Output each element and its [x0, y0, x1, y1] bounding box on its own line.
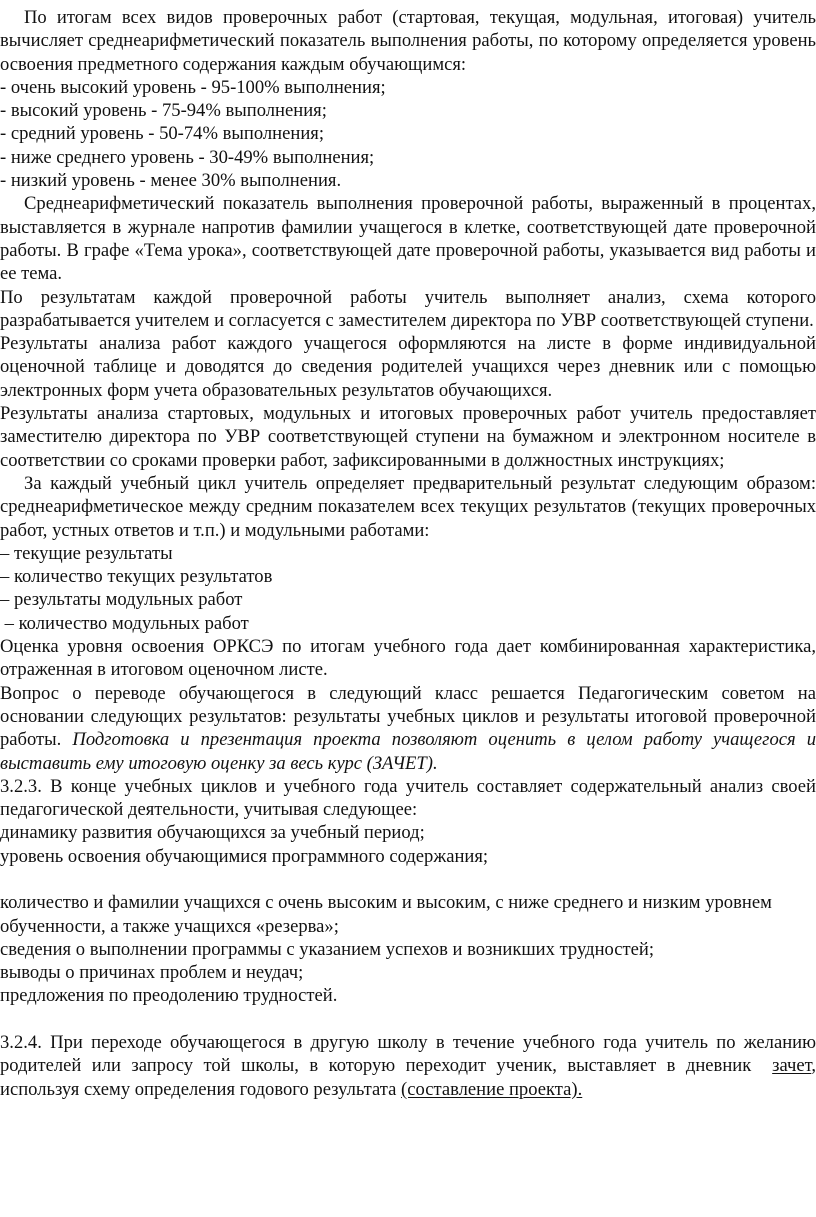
list-item: выводы о причинах проблем и неудач; [0, 962, 304, 984]
list-item: – результаты модульных работ [0, 589, 243, 611]
transfer-text: Вопрос о переводе обучающегося в следующий класс решается Педагогическим советом на основании следующих результатов: результаты учебных циклов и результаты итоговой проверочной работы. [0, 682, 816, 751]
list-item: динамику развития обучающихся за учебный период; [0, 822, 425, 844]
list-item: - высокий уровень - 75-94% выполнения; [0, 100, 327, 122]
transfer-intro: 3.2.4. При переходе обучающегося в другую школу в течение учебного года учитель по желанию родителей или запросу той школы, в которую переходит ученик, выставляет в дневник [0, 1032, 816, 1077]
list-item: - средний уровень - 50-74% выполнения; [0, 123, 324, 145]
transfer-middle: , используя схему определения годового результата [0, 1055, 816, 1100]
list-item: – количество модульных работ [0, 612, 249, 634]
paragraph-transfer-decision [0, 682, 816, 775]
paragraph-orkse-assessment: Оценка уровня освоения ОРКСЭ по итогам учебного года дает комбинированная характеристика, отраженная в итоговом оценочном листе. [0, 636, 816, 681]
list-item: - низкий уровень - менее 30% выполнения. [0, 170, 342, 192]
paragraph-section-3-2-4 [0, 1031, 816, 1101]
project-underlined: (составление проекта). [401, 1078, 583, 1100]
paragraph-individual-results: Результаты анализа работ каждого учащегося оформляются на листе в форме индивидуальной оценочной таблице и доводятся до сведения родителей учащихся через дневник или с помощью электронных форм учета образовательных результатов обучающихся. [0, 333, 816, 401]
list-item: – количество текущих результатов [0, 566, 273, 588]
blank-line [0, 868, 816, 891]
levels-list [0, 76, 816, 192]
credit-underlined: зачет [772, 1055, 812, 1077]
list-item: предложения по преодолению трудностей. [0, 985, 338, 1007]
paragraph-students-count: количество и фамилии учащихся с очень высоким и высоким, с ниже среднего и низким уровнем обученности, а также учащихся «резерва»; [0, 892, 772, 937]
paragraph-analysis-scheme: По результатам каждой проверочной работы учитель выполняет анализ, схема которого разрабатывается учителем и согласуется с заместителем директора по УВР соответствующей ступени. [0, 286, 816, 331]
list-item: уровень освоения обучающимися программного содержания; [0, 845, 489, 867]
paragraph-section-3-2-3: 3.2.3. В конце учебных циклов и учебного года учитель составляет содержательный анализ своей педагогической деятельности, учитывая следующее: [0, 775, 816, 821]
list-item: сведения о выполнении программы с указанием успехов и возникших трудностей; [0, 938, 655, 960]
paragraph-journal: Среднеарифметический показатель выполнения проверочной работы, выраженный в процентах, выставляется в журнале напротив фамилии учащегося в клетке, соответствующей дате проверочной работы. В графе «Тема урока», соответствующей дате проверочной работы, указывается вид работы и ее тема. [0, 193, 816, 285]
paragraph-cycle-result: За каждый учебный цикл учитель определяет предварительный результат следующим образом: среднеарифметическое между средним показателем всех текущих результатов (текущих проверочных работ, устных ответов и т.п.) и модульными работами: [0, 472, 816, 541]
list-item: – текущие результаты [0, 542, 173, 564]
blank-line [0, 1008, 816, 1031]
paragraph-results-submission: Результаты анализа стартовых, модульных и итоговых проверочных работ учитель предоставляет заместителю директора по УВР соответствующей ступени на бумажном и электронном носителе в соответствии со сроками проверки работ, зафиксированными в должностных инструкциях; [0, 403, 816, 471]
list-item: - очень высокий уровень - 95-100% выполнения; [0, 76, 386, 98]
project-note: Подготовка и презентация проекта позволяют оценить в целом работу учащегося и выставить ему итоговую оценку за весь курс (ЗАЧЕТ). [0, 729, 816, 774]
list-item: - ниже среднего уровень - 30-49% выполнения; [0, 146, 375, 168]
paragraph-assessment-intro: По итогам всех видов проверочных работ (стартовая, текущая, модульная, итоговая) учитель вычисляет среднеарифметический показатель выполнения работы, по которому определяется уровень освоения предметного содержания каждым обучающимся: [0, 7, 816, 75]
formula-legend [0, 542, 816, 635]
